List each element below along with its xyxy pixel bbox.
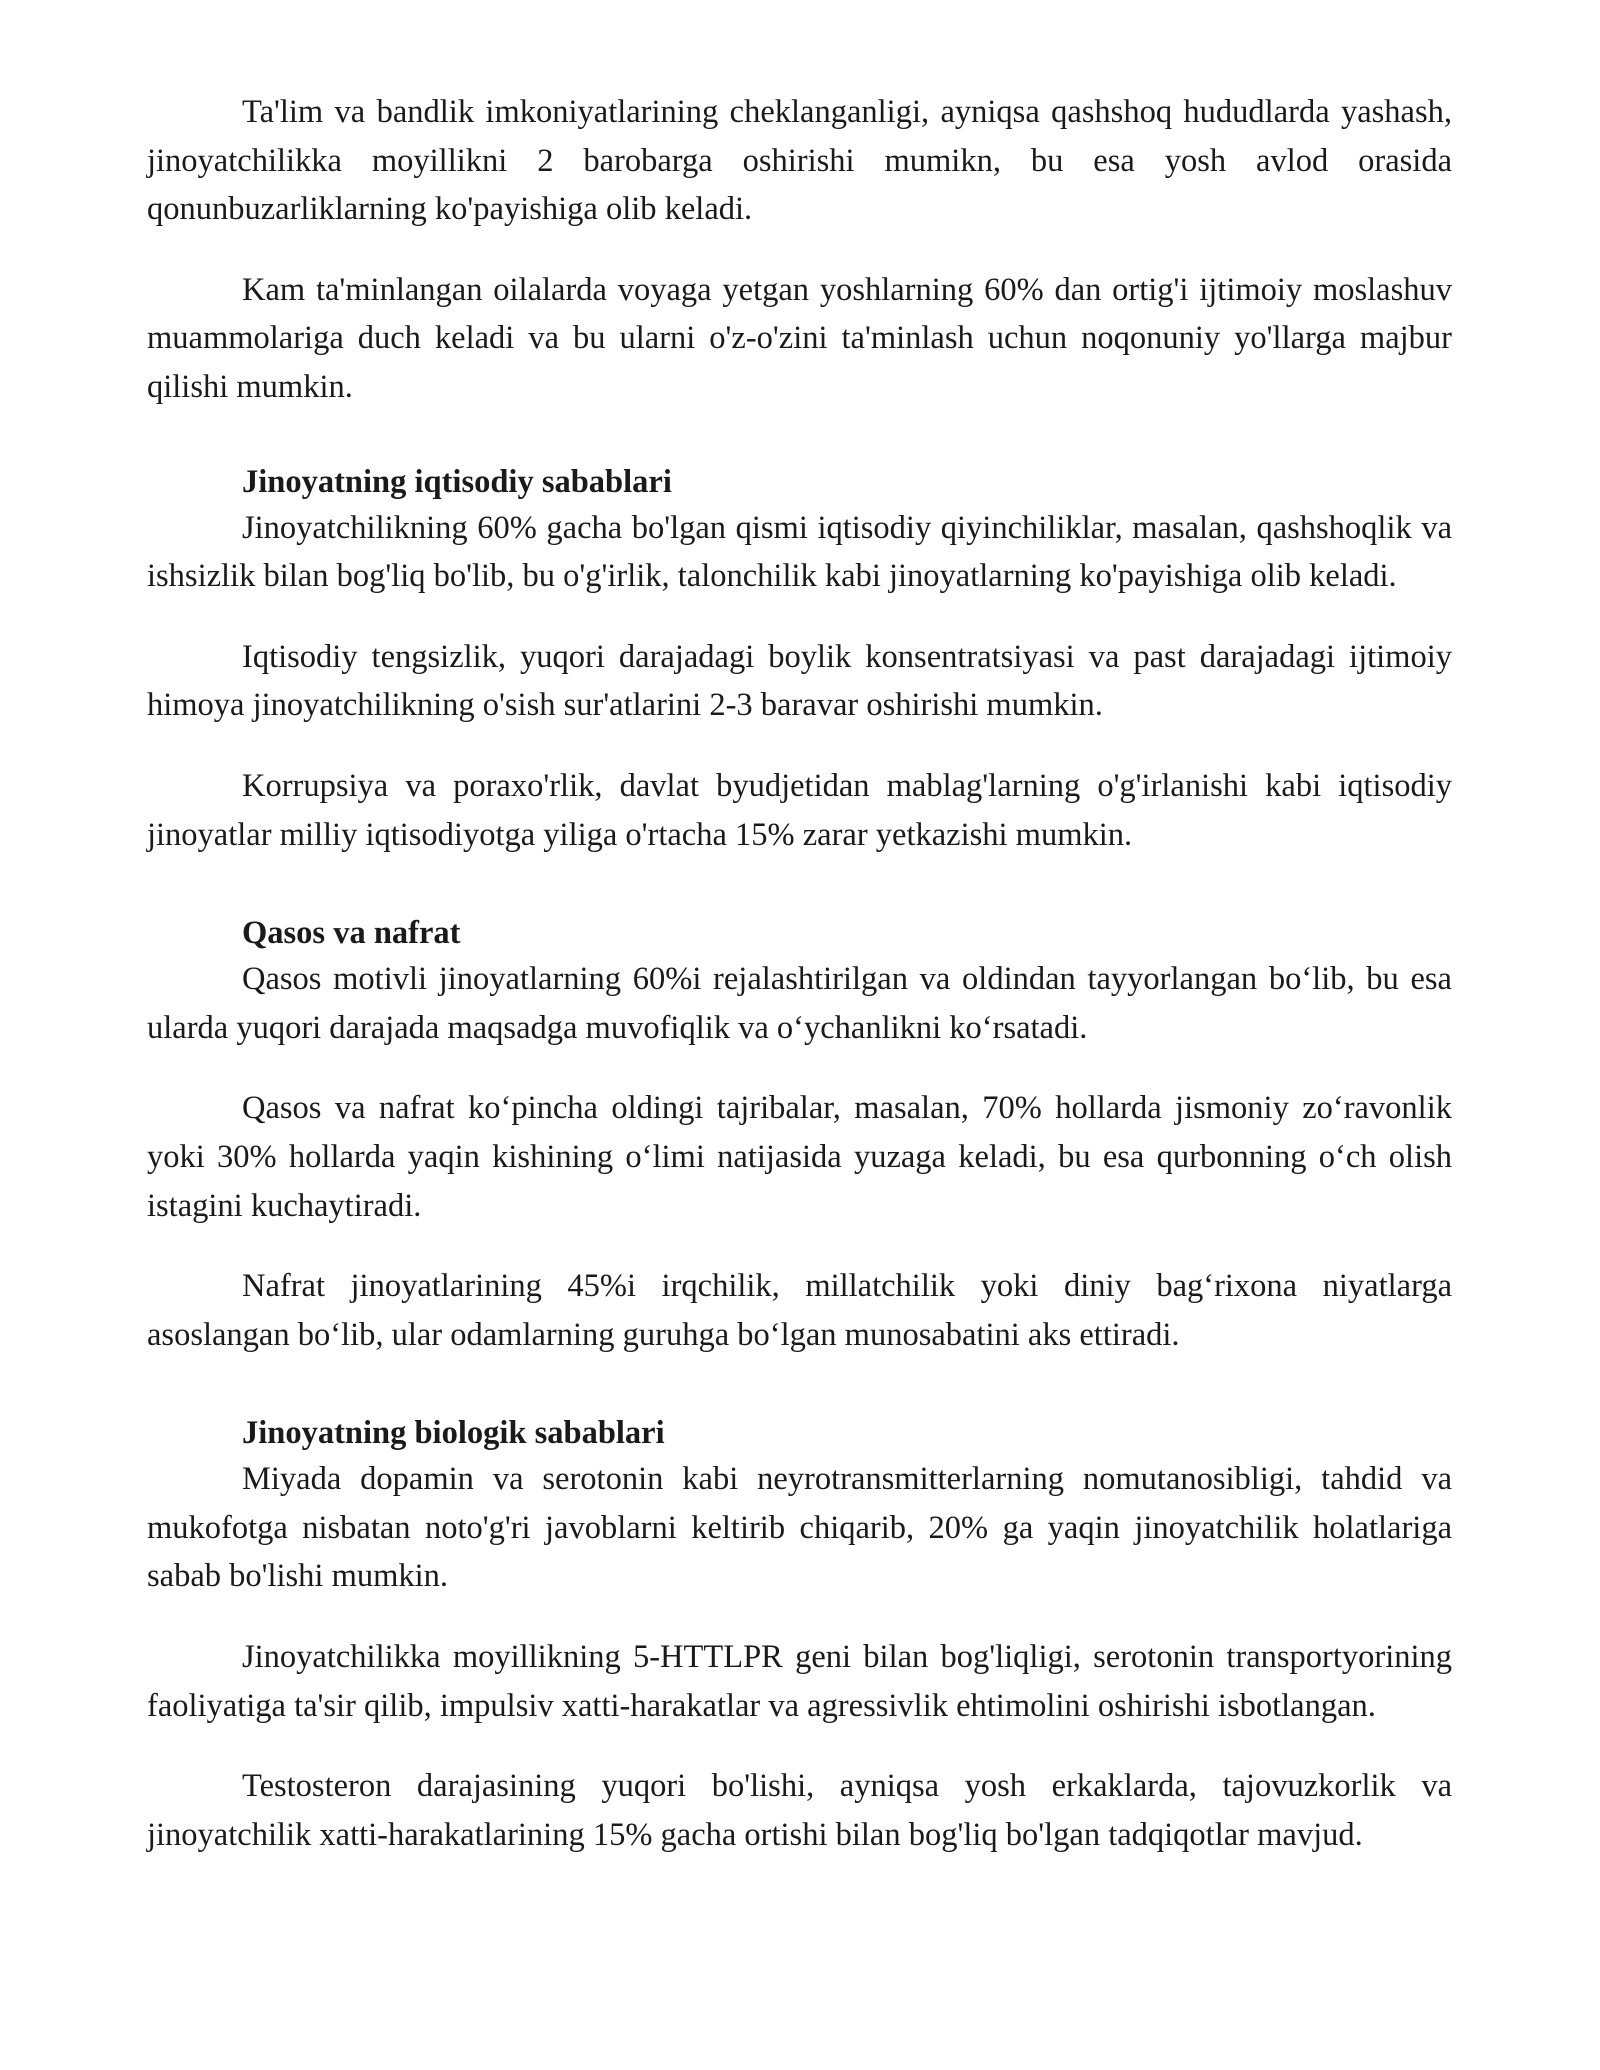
paragraph: Iqtisodiy tengsizlik, yuqori darajadagi boylik konsentratsiyasi va past darajadagi ijtimoiy himoya jinoyatchilikning o'sish sur'atlarini 2-3 baravar oshirishi mumkin. (147, 638, 1452, 724)
paragraph: Miyada dopamin va serotonin kabi neyrotransmitterlarning nomutanosibligi, tahdid va mukofotga nisbatan noto'g'ri javoblarni keltirib chiqarib, 20% ga yaqin jinoyatchilik holatlariga sabab bo'lishi mumkin. (147, 1461, 1452, 1595)
paragraph: Korrupsiya va poraxo'rlik, davlat byudjetidan mablag'larning o'g'irlanishi kabi iqtisodiy jinoyatlar milliy iqtisodiyotga yiliga o'rtacha 15% zarar yetkazishi mumkin. (147, 767, 1452, 853)
paragraph: Kam ta'minlangan oilalarda voyaga yetgan yoshlarning 60% dan ortig'i ijtimoiy moslashuv muammolariga duch keladi va bu ularni o'z-o'zini ta'minlash uchun noqonuniy yo'llarga majbur qilishi mumkin. (147, 271, 1452, 405)
section-heading-economic: Jinoyatning iqtisodiy sabablari (242, 463, 672, 500)
paragraph: Qasos motivli jinoyatlarning 60%i rejalashtirilgan va oldindan tayyorlangan bo‘lib, bu esa ularda yuqori darajada maqsadga muvofiqlik va o‘ychanlikni ko‘rsatadi. (147, 961, 1452, 1046)
section-heading-biological: Jinoyatning biologik sabablari (242, 1415, 665, 1452)
paragraph: Jinoyatchilikka moyillikning 5-HTTLPR geni bilan bog'liqligi, serotonin transportyorining faoliyatiga ta'sir qilib, impulsiv xatti-harakatlar va agressivlik ehtimolini oshirishi isbotlangan. (147, 1639, 1452, 1724)
paragraph: Nafrat jinoyatlarining 45%i irqchilik, millatchilik yoki diniy bag‘rixona niyatlarga asoslangan bo‘lib, ular odamlarning guruhga bo‘lgan munosabatini aks ettiradi. (147, 1268, 1452, 1353)
paragraph: Testosteron darajasining yuqori bo'lishi, ayniqsa yosh erkaklarda, tajovuzkorlik va jinoyatchilik xatti-harakatlarining 15% gacha ortishi bilan bog'liq bo'lgan tadqiqotlar mavjud. (147, 1768, 1452, 1853)
document-page (147, 88, 1452, 1891)
paragraph: Qasos va nafrat ko‘pincha oldingi tajribalar, masalan, 70% hollarda jismoniy zo‘ravonlik yoki 30% hollarda yaqin kishining o‘limi natijasida yuzaga keladi, bu esa qurbonning o‘ch olish istagini kuchaytiradi. (147, 1090, 1452, 1224)
section-heading-revenge: Qasos va nafrat (242, 915, 461, 952)
paragraph: Jinoyatchilikning 60% gacha bo'lgan qismi iqtisodiy qiyinchiliklar, masalan, qashshoqlik va ishsizlik bilan bog'liq bo'lib, bu o'g'irlik, talonchilik kabi jinoyatlarning ko'payishiga olib keladi. (147, 509, 1452, 595)
paragraph: Ta'lim va bandlik imkoniyatlarining cheklanganligi, ayniqsa qashshoq hududlarda yashash, jinoyatchilikka moyillikni 2 barobarga oshirishi mumikn, bu esa yosh avlod orasida qonunbuzarliklarning ko'payishiga olib keladi. (147, 94, 1452, 228)
